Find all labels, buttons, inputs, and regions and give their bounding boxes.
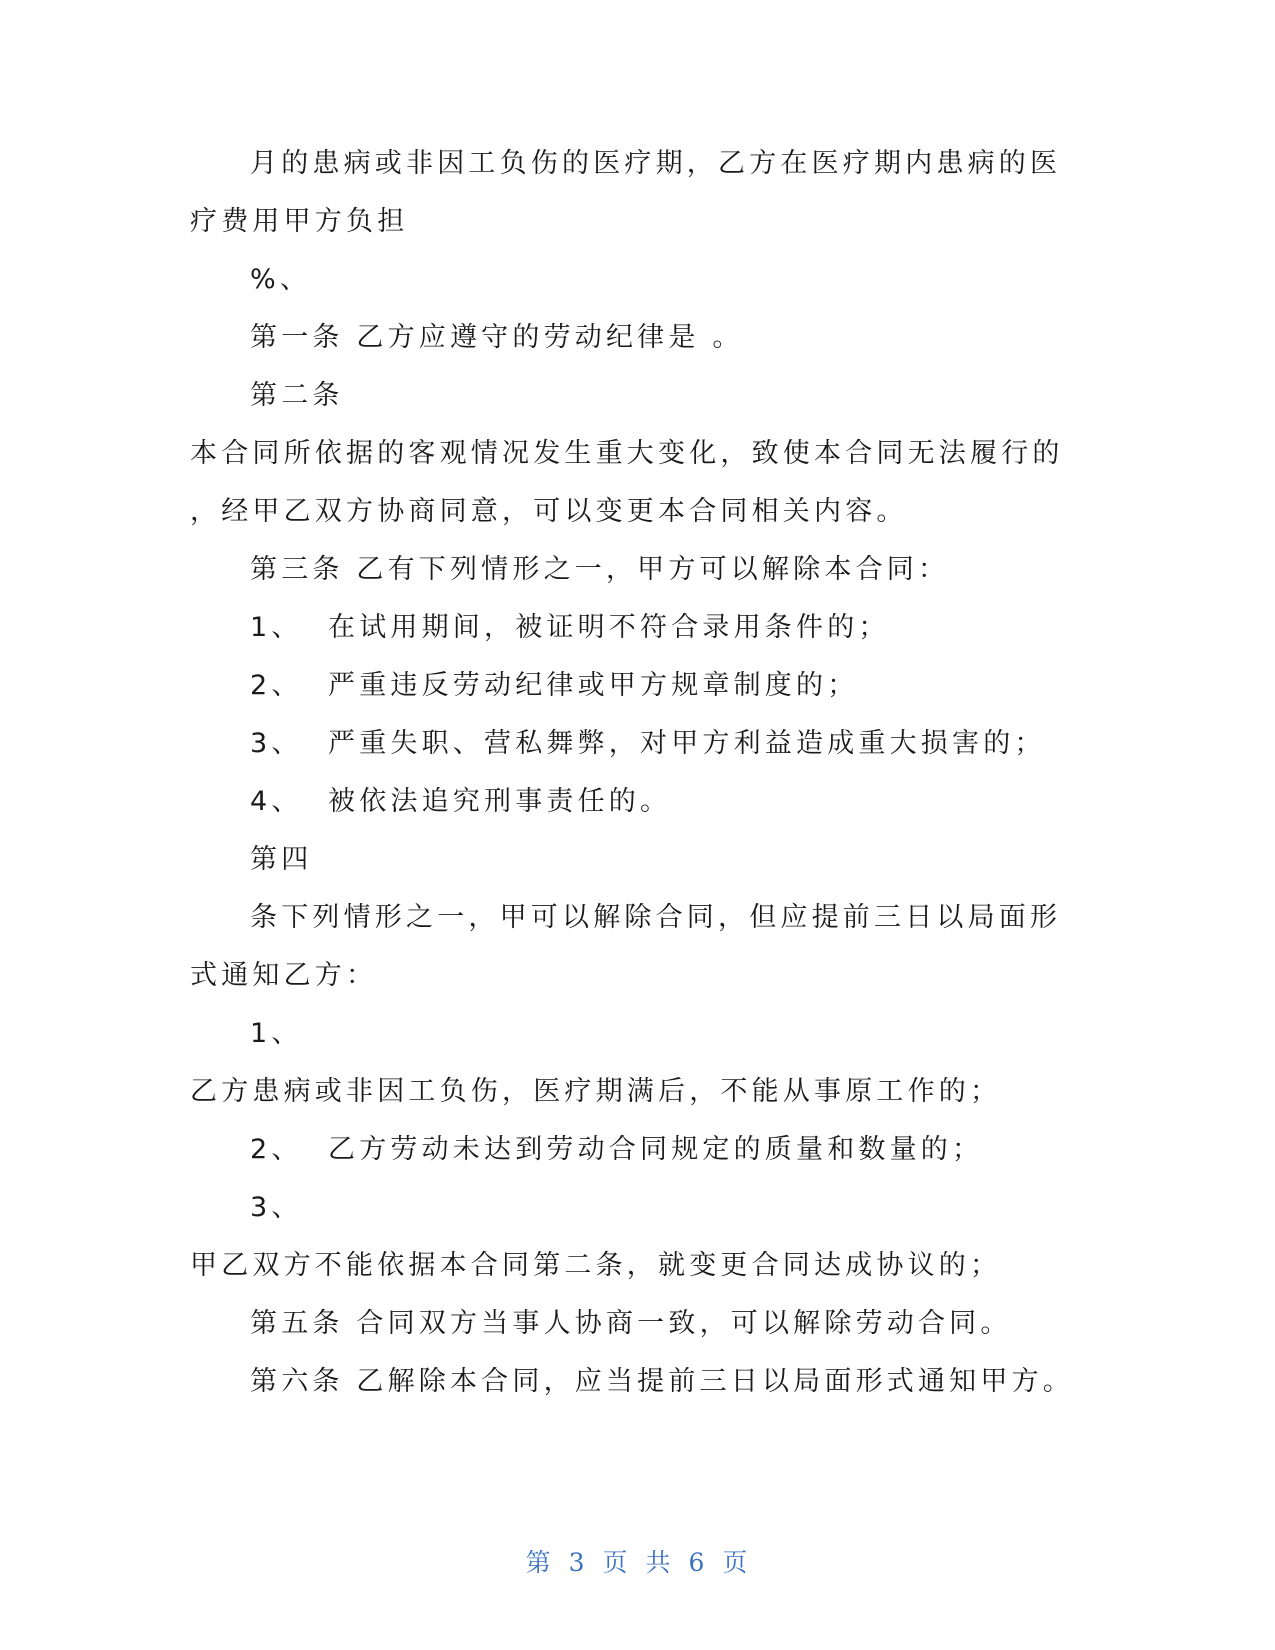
list-item bbox=[250, 730, 303, 757]
article-1: 第一条 乙方应遵守的劳动纪律是 。 bbox=[250, 322, 744, 353]
footer-word: 第 bbox=[525, 1548, 553, 1577]
footer-word: 共 bbox=[645, 1548, 673, 1577]
list-item-text: 严重违反劳动纪律或甲方规章制度的； bbox=[328, 670, 859, 701]
page-footer bbox=[0, 1543, 1275, 1579]
list-item-text: 甲乙双方不能依据本合同第二条，就变更合同达成协议的； bbox=[190, 1250, 1002, 1281]
list-item-number: 3、 bbox=[250, 728, 303, 759]
list-item-number: 1、 bbox=[250, 612, 303, 643]
list-item-number: 3、 bbox=[250, 1192, 303, 1223]
list-item-number: 2、 bbox=[250, 670, 303, 701]
list-item bbox=[250, 614, 303, 641]
paragraph-line: ，经甲乙双方协商同意，可以变更本合同相关内容。 bbox=[190, 496, 908, 527]
list-item-text: 在试用期间，被证明不符合录用条件的； bbox=[328, 612, 890, 643]
footer-word: 页 bbox=[602, 1548, 630, 1577]
list-item-text: 被依法追究刑事责任的。 bbox=[328, 786, 672, 817]
list-item bbox=[250, 788, 303, 815]
list-item-number: 4、 bbox=[250, 786, 303, 817]
page-number: 3 bbox=[568, 1548, 587, 1577]
article-3: 第三条 乙有下列情形之一，甲方可以解除本合同： bbox=[250, 554, 950, 585]
percent-mark: %、 bbox=[250, 264, 312, 295]
list-item-number: 2、 bbox=[250, 1134, 303, 1165]
article-2-title: 第二条 bbox=[250, 380, 344, 411]
list-item bbox=[250, 672, 303, 699]
article-6: 第六条 乙解除本合同，应当提前三日以局面形式通知甲方。 bbox=[250, 1366, 1074, 1397]
list-item-text: 乙方患病或非因工负伤，医疗期满后，不能从事原工作的； bbox=[190, 1076, 1002, 1107]
paragraph-line: 本合同所依据的客观情况发生重大变化，致使本合同无法履行的 bbox=[190, 438, 1064, 469]
total-pages: 6 bbox=[688, 1548, 707, 1577]
paragraph-line: 疗费用甲方负担 bbox=[190, 206, 409, 237]
footer-word: 页 bbox=[722, 1548, 750, 1577]
list-item-text: 严重失职、营私舞弊，对甲方利益造成重大损害的； bbox=[328, 728, 1046, 759]
article-4-title: 第四 bbox=[250, 844, 313, 875]
list-item-number: 1、 bbox=[250, 1018, 303, 1049]
paragraph-line: 条下列情形之一，甲可以解除合同，但应提前三日以局面形 bbox=[250, 902, 1062, 933]
paragraph-line: 式通知乙方： bbox=[190, 960, 378, 991]
list-item-text: 乙方劳动未达到劳动合同规定的质量和数量的； bbox=[328, 1134, 984, 1165]
article-5: 第五条 合同双方当事人协商一致，可以解除劳动合同。 bbox=[250, 1308, 1012, 1339]
paragraph-line: 月的患病或非因工负伤的医疗期，乙方在医疗期内患病的医 bbox=[250, 148, 1062, 179]
